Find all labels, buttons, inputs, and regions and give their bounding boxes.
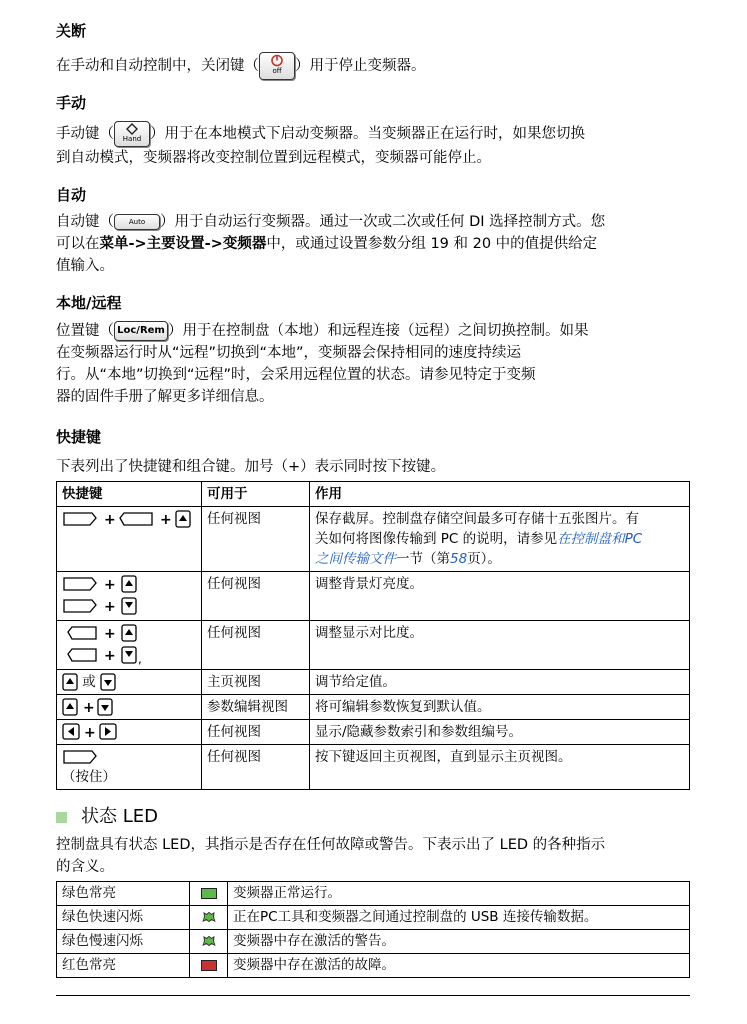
arrow-up-key-icon: [62, 672, 78, 692]
shortcut-keys: [57, 572, 202, 621]
locrem-heading: 本地/远程: [56, 294, 122, 312]
up-plus-down-keys-icon: [62, 697, 114, 717]
arrow-down-key-icon: [100, 672, 116, 692]
page-ref-link[interactable]: 58: [450, 551, 468, 567]
led-red-steady-icon: [201, 960, 217, 971]
shortcut-keys: （按住）: [57, 745, 202, 790]
svg-text:+: +: [104, 599, 116, 615]
svg-text:+: +: [104, 577, 116, 593]
led-green-slow-blink-icon: [202, 936, 216, 946]
hand-paragraph: 手动键（ Hand ）用于在本地模式下启动变频器。当变频器正在运行时，如果您切换 到自动模式，变频器将改变控制位置到远程模式，变频器可能停止。: [56, 121, 690, 169]
svg-text:+: +: [160, 512, 172, 528]
hand-key-icon: Hand: [114, 121, 150, 147]
shortcuts-heading: 快捷键: [56, 428, 102, 446]
off-text-before: 在手动和自动控制中，关闭键（: [56, 58, 259, 74]
table-row: + + , 任何视图 调整显示对比度。: [57, 621, 690, 670]
svg-text:+: +: [104, 626, 116, 642]
left-plus-right-keys-icon: [62, 722, 118, 742]
led-green-fast-blink-icon: [202, 912, 216, 922]
shortcut-keys: [57, 720, 202, 745]
table-header-row: [57, 482, 690, 507]
screenshot-action: 保存截屏。控制盘存储空间最多可存储十五张图片。有 关如何将图像传输到 PC 的说明，请参见在控制盘和PC 之间传输文件一节（第58页）。: [310, 507, 690, 572]
svg-text:+: +: [104, 512, 116, 528]
locrem-key-icon: Loc/Rem: [114, 321, 168, 341]
shortcut-keys: [57, 621, 202, 670]
auto-key-icon: Auto: [114, 214, 160, 230]
shortcuts-intro: 下表列出了快捷键和组合键。加号（+）表示同时按下按键。: [56, 459, 446, 475]
shortcut-keys: [57, 695, 202, 720]
transfer-files-link[interactable]: 在控制盘和PC 之间传输文件: [315, 531, 643, 567]
section-square-icon: [56, 812, 67, 823]
table-row: 绿色快速闪烁 正在PC工具和变频器之间通过控制盘的 USB 连接传输数据。: [57, 906, 690, 930]
softkey-left-plus-softkey-right-plus-up-icon: [62, 509, 192, 529]
shortcut-keys: 或: [57, 670, 202, 695]
col-header-where: 可用于: [202, 482, 310, 507]
svg-text:+: +: [83, 700, 95, 716]
shortcuts-table: [56, 481, 690, 790]
led-table: [56, 881, 690, 978]
softkey-left-icon: [62, 747, 100, 767]
off-key-icon: off: [259, 52, 295, 80]
col-header-action: 作用: [310, 482, 690, 507]
footer-rule: [56, 995, 690, 996]
led-green-steady-icon: [201, 888, 217, 899]
svg-text:,: ,: [138, 652, 142, 666]
off-paragraph: [56, 52, 690, 80]
table-row: 绿色常亮 变频器正常运行。: [57, 882, 690, 906]
off-heading: 关断: [56, 22, 87, 40]
contrast-keys-icon: [62, 623, 146, 667]
table-row: 或 主页视图 调节给定值。: [57, 670, 690, 695]
off-text-after: ）用于停止变频器。: [295, 58, 426, 74]
hand-heading: 手动: [56, 94, 87, 112]
table-row: + 参数编辑视图 将可编辑参数恢复到默认值。: [57, 695, 690, 720]
status-led-intro: 控制盘具有状态 LED，其指示是否存在任何故障或警告。下表示出了 LED 的各种指示 的含义。: [56, 837, 606, 875]
table-row: 绿色慢速闪烁 变频器中存在激活的警告。: [57, 930, 690, 954]
table-row: + 任何视图 显示/隐藏参数索引和参数组编号。: [57, 720, 690, 745]
table-row: + + 任何视图 调整背景灯亮度。: [57, 572, 690, 621]
svg-text:+: +: [84, 725, 96, 741]
auto-paragraph: 自动键（ Auto ）用于自动运行变频器。通过一次或二次或任何 DI 选择控制方式。您 可以在菜单->主要设置->变频器中，或通过设置参数分组 19 和 20 中的值提供给定 值输入。: [56, 214, 606, 274]
backlight-keys-icon: [62, 574, 142, 618]
table-row: 红色常亮 变频器中存在激活的故障。: [57, 954, 690, 978]
table-row: （按住） 任何视图 按下键返回主页视图，直到显示主页视图。: [57, 745, 690, 790]
shortcut-keys: [57, 507, 202, 572]
col-header-shortcut: 快捷键: [57, 482, 202, 507]
status-led-title: 状态 LED: [56, 802, 158, 828]
svg-text:+: +: [104, 648, 116, 664]
auto-heading: 自动: [56, 186, 87, 204]
locrem-paragraph: 位置键（ Loc/Rem ）用于在控制盘（本地）和远程连接（远程）之间切换控制。如果 在变频器运行时从“远程”切换到“本地”，变频器会保持相同的速度持续运 行。从“本地”切换到“远程”时，会采用远程位置的状态。请参见特定于变频 器的固件手册了解更多详细信息。: [56, 323, 589, 405]
menu-path: 菜单->主要设置->变频器: [99, 236, 267, 252]
table-row: + + 任何视图 保存截屏。控制盘存储空间最多可存储十五张图片。有 关如何将图像传输到 PC 的说明，请参见在控制盘和PC 之间传输文件一节（第58页）。: [57, 507, 690, 572]
